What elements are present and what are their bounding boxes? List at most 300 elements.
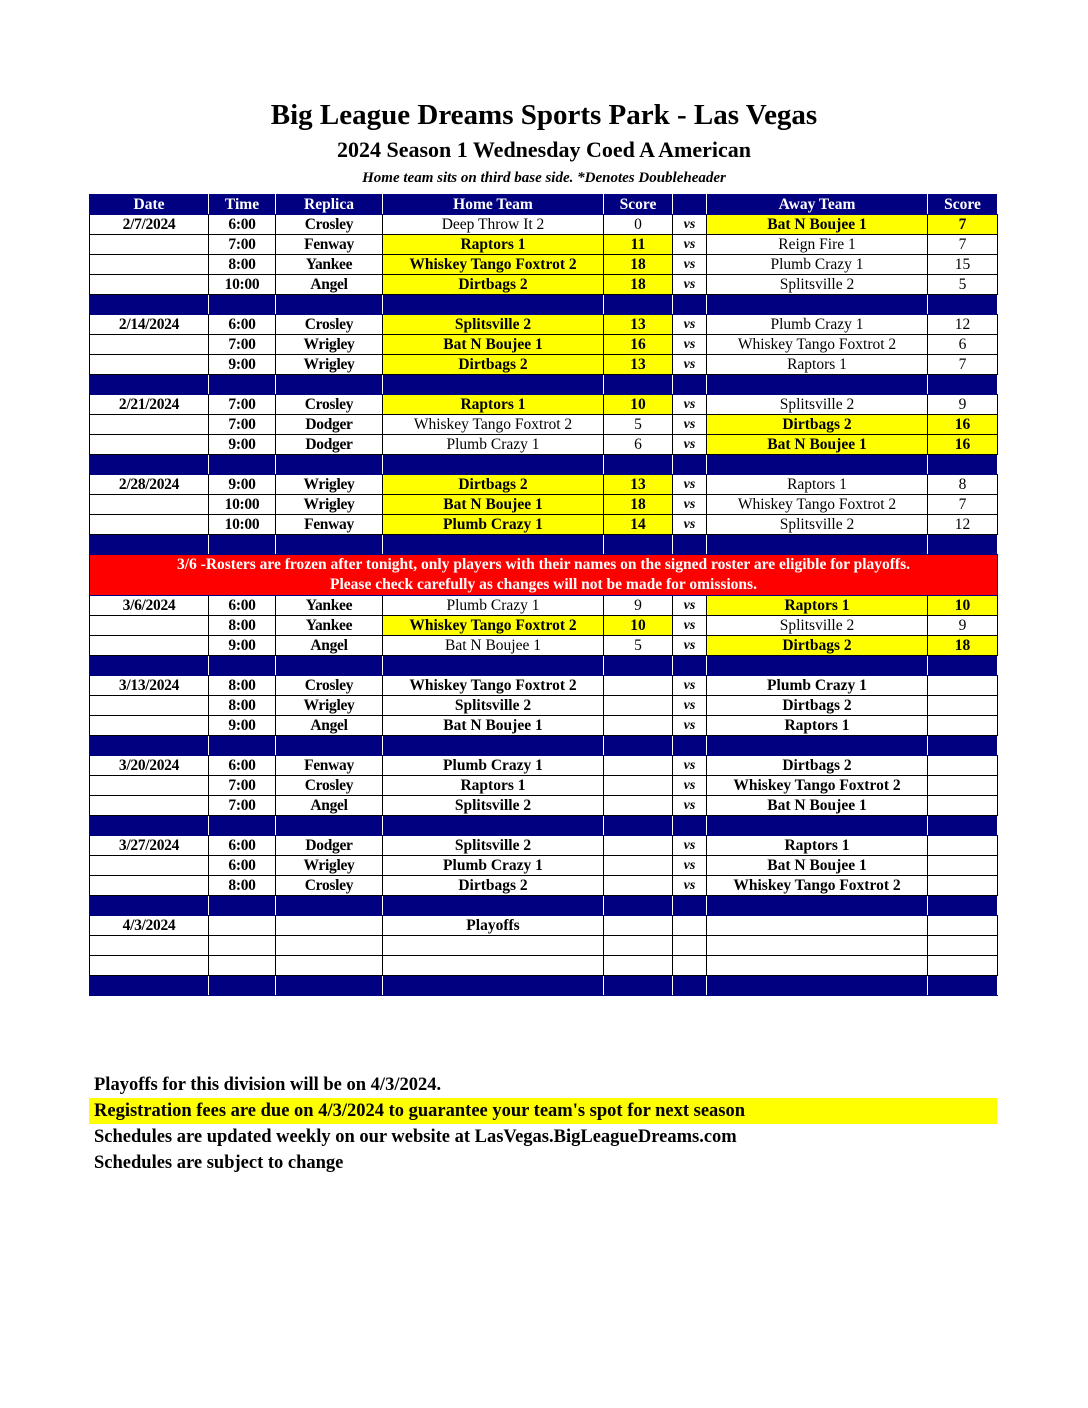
away-team: Bat N Boujee 1 xyxy=(707,856,928,876)
separator-cell xyxy=(276,896,383,916)
col-date: Date xyxy=(90,195,209,215)
home-team: Dirtbags 2 xyxy=(383,275,604,295)
separator-cell xyxy=(383,656,604,676)
game-time xyxy=(209,916,276,936)
separator-cell xyxy=(90,535,209,555)
game-date: 4/3/2024 xyxy=(90,916,209,936)
game-row xyxy=(90,916,998,936)
separator-cell xyxy=(90,976,209,996)
home-score xyxy=(604,916,673,936)
game-time: 8:00 xyxy=(209,696,276,716)
away-score: 12 xyxy=(928,515,998,535)
away-score: 6 xyxy=(928,335,998,355)
separator-row xyxy=(90,535,998,555)
footer-playoffs: Playoffs for this division will be on 4/3/2024. xyxy=(94,1075,442,1095)
home-score xyxy=(604,716,673,736)
game-time: 7:00 xyxy=(209,335,276,355)
vs-label: vs xyxy=(673,776,707,796)
home-team: Splitsville 2 xyxy=(383,836,604,856)
separator-cell xyxy=(209,656,276,676)
separator-cell xyxy=(673,375,707,395)
home-team: Plumb Crazy 1 xyxy=(383,435,604,455)
away-score: 10 xyxy=(928,596,998,616)
away-score xyxy=(928,696,998,716)
separator-cell xyxy=(673,896,707,916)
footer-disclaimer: Schedules are subject to change xyxy=(94,1153,344,1173)
home-team xyxy=(383,936,604,956)
separator-cell xyxy=(90,816,209,836)
game-time: 10:00 xyxy=(209,495,276,515)
game-field: Crosley xyxy=(276,395,383,415)
home-score: 10 xyxy=(604,616,673,636)
separator-cell xyxy=(604,736,673,756)
vs-label: vs xyxy=(673,515,707,535)
game-row xyxy=(90,235,998,255)
game-time xyxy=(209,956,276,976)
separator-cell xyxy=(383,535,604,555)
game-row xyxy=(90,475,998,495)
col-home-team: Home Team xyxy=(383,195,604,215)
banner-text xyxy=(90,555,998,596)
game-field: Wrigley xyxy=(276,696,383,716)
separator-row xyxy=(90,455,998,475)
game-date: 3/20/2024 xyxy=(90,756,209,776)
game-time xyxy=(209,936,276,956)
home-score xyxy=(604,796,673,816)
home-team: Deep Throw It 2 xyxy=(383,215,604,235)
game-date xyxy=(90,796,209,816)
separator-cell xyxy=(604,976,673,996)
separator-cell xyxy=(928,816,998,836)
vs-label: vs xyxy=(673,395,707,415)
away-team: Plumb Crazy 1 xyxy=(707,255,928,275)
vs-label: vs xyxy=(673,616,707,636)
game-time: 10:00 xyxy=(209,275,276,295)
away-team: Dirtbags 2 xyxy=(707,415,928,435)
away-team: Plumb Crazy 1 xyxy=(707,676,928,696)
vs-label: vs xyxy=(673,876,707,896)
home-team: Whiskey Tango Foxtrot 2 xyxy=(383,415,604,435)
game-time: 7:00 xyxy=(209,415,276,435)
game-time: 8:00 xyxy=(209,616,276,636)
game-field: Wrigley xyxy=(276,475,383,495)
game-row xyxy=(90,315,998,335)
game-time: 8:00 xyxy=(209,676,276,696)
home-score: 13 xyxy=(604,475,673,495)
away-score: 5 xyxy=(928,275,998,295)
game-row xyxy=(90,355,998,375)
footer-registration: Registration fees are due on 4/3/2024 to guarantee your team's spot for next season xyxy=(89,1098,997,1124)
away-team: Raptors 1 xyxy=(707,355,928,375)
vs-label: vs xyxy=(673,355,707,375)
home-team: Bat N Boujee 1 xyxy=(383,636,604,656)
vs-label: vs xyxy=(673,255,707,275)
game-field: Dodger xyxy=(276,435,383,455)
separator-cell xyxy=(604,295,673,315)
away-score: 9 xyxy=(928,616,998,636)
separator-row xyxy=(90,896,998,916)
separator-cell xyxy=(383,736,604,756)
separator-cell xyxy=(90,656,209,676)
separator-cell xyxy=(928,736,998,756)
home-team: Bat N Boujee 1 xyxy=(383,495,604,515)
separator-row xyxy=(90,656,998,676)
away-team: Splitsville 2 xyxy=(707,515,928,535)
game-time: 7:00 xyxy=(209,796,276,816)
vs-label: vs xyxy=(673,215,707,235)
separator-cell xyxy=(383,976,604,996)
separator-cell xyxy=(928,896,998,916)
game-row xyxy=(90,836,998,856)
separator-cell xyxy=(383,375,604,395)
game-time: 7:00 xyxy=(209,395,276,415)
away-score xyxy=(928,796,998,816)
away-score: 15 xyxy=(928,255,998,275)
game-time: 10:00 xyxy=(209,515,276,535)
home-team: Plumb Crazy 1 xyxy=(383,756,604,776)
separator-cell xyxy=(707,816,928,836)
col-replica: Replica xyxy=(276,195,383,215)
separator-cell xyxy=(209,375,276,395)
home-team xyxy=(383,956,604,976)
away-score xyxy=(928,776,998,796)
away-score: 12 xyxy=(928,315,998,335)
away-score xyxy=(928,756,998,776)
home-team: Bat N Boujee 1 xyxy=(383,335,604,355)
game-field xyxy=(276,956,383,976)
away-score: 7 xyxy=(928,235,998,255)
vs-label: vs xyxy=(673,475,707,495)
game-row xyxy=(90,756,998,776)
home-score xyxy=(604,776,673,796)
separator-cell xyxy=(209,736,276,756)
home-team: Splitsville 2 xyxy=(383,696,604,716)
game-date xyxy=(90,495,209,515)
game-date xyxy=(90,235,209,255)
separator-cell xyxy=(209,295,276,315)
vs-label: vs xyxy=(673,335,707,355)
home-team: Splitsville 2 xyxy=(383,315,604,335)
separator-cell xyxy=(928,535,998,555)
separator-cell xyxy=(673,535,707,555)
game-field: Crosley xyxy=(276,676,383,696)
away-team: Bat N Boujee 1 xyxy=(707,435,928,455)
home-score: 18 xyxy=(604,495,673,515)
game-row xyxy=(90,636,998,656)
separator-cell xyxy=(604,896,673,916)
game-date xyxy=(90,776,209,796)
home-team: Dirtbags 2 xyxy=(383,355,604,375)
game-row xyxy=(90,616,998,636)
game-field: Angel xyxy=(276,636,383,656)
separator-cell xyxy=(209,455,276,475)
game-field: Dodger xyxy=(276,415,383,435)
home-score xyxy=(604,856,673,876)
home-team: Whiskey Tango Foxtrot 2 xyxy=(383,255,604,275)
away-team xyxy=(707,916,928,936)
vs-label: vs xyxy=(673,315,707,335)
away-team: Reign Fire 1 xyxy=(707,235,928,255)
vs-label: vs xyxy=(673,696,707,716)
game-date xyxy=(90,275,209,295)
home-team: Plumb Crazy 1 xyxy=(383,515,604,535)
separator-cell xyxy=(383,816,604,836)
separator-row xyxy=(90,375,998,395)
home-score xyxy=(604,676,673,696)
away-team: Plumb Crazy 1 xyxy=(707,315,928,335)
home-team: Plumb Crazy 1 xyxy=(383,596,604,616)
separator-cell xyxy=(276,816,383,836)
game-field: Yankee xyxy=(276,596,383,616)
home-score xyxy=(604,756,673,776)
separator-cell xyxy=(928,375,998,395)
home-team: Whiskey Tango Foxtrot 2 xyxy=(383,676,604,696)
home-score xyxy=(604,836,673,856)
game-row xyxy=(90,876,998,896)
home-score: 18 xyxy=(604,275,673,295)
game-field: Dodger xyxy=(276,836,383,856)
away-team: Dirtbags 2 xyxy=(707,696,928,716)
page-subtitle: 2024 Season 1 Wednesday Coed A American xyxy=(337,137,751,162)
home-score: 13 xyxy=(604,315,673,335)
game-date xyxy=(90,435,209,455)
away-team: Dirtbags 2 xyxy=(707,756,928,776)
separator-cell xyxy=(673,455,707,475)
away-team: Raptors 1 xyxy=(707,836,928,856)
game-field: Wrigley xyxy=(276,335,383,355)
away-team: Raptors 1 xyxy=(707,716,928,736)
separator-cell xyxy=(928,455,998,475)
home-score: 6 xyxy=(604,435,673,455)
vs-label: vs xyxy=(673,415,707,435)
col-vs xyxy=(673,195,707,215)
game-time: 6:00 xyxy=(209,836,276,856)
away-score: 7 xyxy=(928,495,998,515)
game-time: 7:00 xyxy=(209,776,276,796)
away-score: 7 xyxy=(928,355,998,375)
game-date xyxy=(90,716,209,736)
game-date xyxy=(90,616,209,636)
home-score: 5 xyxy=(604,415,673,435)
game-field: Yankee xyxy=(276,255,383,275)
game-time: 6:00 xyxy=(209,856,276,876)
roster-freeze-banner xyxy=(90,555,998,596)
vs-label: vs xyxy=(673,856,707,876)
separator-cell xyxy=(90,736,209,756)
away-score: 16 xyxy=(928,415,998,435)
vs-label: vs xyxy=(673,435,707,455)
vs-label: vs xyxy=(673,235,707,255)
home-team: Raptors 1 xyxy=(383,395,604,415)
game-time: 8:00 xyxy=(209,255,276,275)
separator-cell xyxy=(604,535,673,555)
separator-row xyxy=(90,976,998,996)
game-row xyxy=(90,255,998,275)
separator-cell xyxy=(673,816,707,836)
away-team: Splitsville 2 xyxy=(707,616,928,636)
vs-label: vs xyxy=(673,836,707,856)
game-date: 2/7/2024 xyxy=(90,215,209,235)
game-field: Fenway xyxy=(276,756,383,776)
game-row xyxy=(90,596,998,616)
separator-cell xyxy=(707,455,928,475)
game-date xyxy=(90,255,209,275)
vs-label: vs xyxy=(673,596,707,616)
separator-cell xyxy=(383,455,604,475)
separator-row xyxy=(90,816,998,836)
game-time: 9:00 xyxy=(209,636,276,656)
away-score xyxy=(928,916,998,936)
separator-cell xyxy=(673,736,707,756)
separator-cell xyxy=(604,816,673,836)
separator-cell xyxy=(604,656,673,676)
game-field: Crosley xyxy=(276,315,383,335)
game-field: Wrigley xyxy=(276,495,383,515)
game-date xyxy=(90,355,209,375)
separator-cell xyxy=(276,656,383,676)
separator-cell xyxy=(276,976,383,996)
separator-cell xyxy=(209,535,276,555)
game-field: Crosley xyxy=(276,215,383,235)
game-time: 9:00 xyxy=(209,435,276,455)
separator-cell xyxy=(276,535,383,555)
home-score xyxy=(604,696,673,716)
game-row xyxy=(90,275,998,295)
game-date xyxy=(90,515,209,535)
home-score: 9 xyxy=(604,596,673,616)
separator-cell xyxy=(707,976,928,996)
home-score: 10 xyxy=(604,395,673,415)
game-field xyxy=(276,916,383,936)
game-row xyxy=(90,395,998,415)
separator-cell xyxy=(209,976,276,996)
game-field: Wrigley xyxy=(276,856,383,876)
separator-cell xyxy=(276,295,383,315)
game-field: Angel xyxy=(276,796,383,816)
game-row xyxy=(90,515,998,535)
away-team: Splitsville 2 xyxy=(707,395,928,415)
game-row xyxy=(90,856,998,876)
away-score: 16 xyxy=(928,435,998,455)
home-team: Raptors 1 xyxy=(383,776,604,796)
game-time: 9:00 xyxy=(209,716,276,736)
vs-label: vs xyxy=(673,275,707,295)
separator-cell xyxy=(707,656,928,676)
game-time: 6:00 xyxy=(209,596,276,616)
separator-cell xyxy=(673,656,707,676)
col-away-score: Score xyxy=(928,195,998,215)
home-team: Dirtbags 2 xyxy=(383,876,604,896)
away-score xyxy=(928,836,998,856)
separator-cell xyxy=(276,736,383,756)
game-date: 2/21/2024 xyxy=(90,395,209,415)
separator-cell xyxy=(383,295,604,315)
vs-label xyxy=(673,916,707,936)
game-date xyxy=(90,956,209,976)
game-field: Crosley xyxy=(276,876,383,896)
game-row xyxy=(90,796,998,816)
home-team: Bat N Boujee 1 xyxy=(383,716,604,736)
separator-cell xyxy=(209,896,276,916)
game-row xyxy=(90,435,998,455)
away-score xyxy=(928,856,998,876)
home-team: Whiskey Tango Foxtrot 2 xyxy=(383,616,604,636)
home-score: 18 xyxy=(604,255,673,275)
separator-cell xyxy=(604,455,673,475)
game-row xyxy=(90,776,998,796)
away-team xyxy=(707,956,928,976)
separator-cell xyxy=(707,375,928,395)
vs-label: vs xyxy=(673,636,707,656)
home-team: Dirtbags 2 xyxy=(383,475,604,495)
game-date: 3/6/2024 xyxy=(90,596,209,616)
game-date: 2/28/2024 xyxy=(90,475,209,495)
game-time: 6:00 xyxy=(209,215,276,235)
game-time: 6:00 xyxy=(209,315,276,335)
game-field: Yankee xyxy=(276,616,383,636)
game-row xyxy=(90,415,998,435)
separator-cell xyxy=(707,736,928,756)
away-score: 8 xyxy=(928,475,998,495)
game-row xyxy=(90,335,998,355)
away-score xyxy=(928,676,998,696)
away-team: Whiskey Tango Foxtrot 2 xyxy=(707,335,928,355)
away-team: Bat N Boujee 1 xyxy=(707,796,928,816)
game-time: 6:00 xyxy=(209,756,276,776)
game-row xyxy=(90,716,998,736)
separator-cell xyxy=(209,816,276,836)
away-team: Whiskey Tango Foxtrot 2 xyxy=(707,876,928,896)
away-team: Splitsville 2 xyxy=(707,275,928,295)
separator-cell xyxy=(673,976,707,996)
separator-cell xyxy=(90,455,209,475)
separator-cell xyxy=(276,375,383,395)
away-score xyxy=(928,716,998,736)
vs-label: vs xyxy=(673,796,707,816)
game-date xyxy=(90,876,209,896)
separator-cell xyxy=(276,455,383,475)
home-score: 13 xyxy=(604,355,673,375)
away-score: 7 xyxy=(928,215,998,235)
game-date: 3/13/2024 xyxy=(90,676,209,696)
separator-cell xyxy=(673,295,707,315)
game-date xyxy=(90,415,209,435)
home-score xyxy=(604,876,673,896)
home-team: Playoffs xyxy=(383,916,604,936)
game-field: Angel xyxy=(276,716,383,736)
schedule-note: Home team sits on third base side. *Denotes Doubleheader xyxy=(362,170,726,186)
footer-website: Schedules are updated weekly on our website at LasVegas.BigLeagueDreams.com xyxy=(94,1127,737,1147)
vs-label xyxy=(673,956,707,976)
game-row xyxy=(90,696,998,716)
separator-cell xyxy=(707,896,928,916)
away-team: Whiskey Tango Foxtrot 2 xyxy=(707,495,928,515)
separator-cell xyxy=(928,976,998,996)
game-row xyxy=(90,956,998,976)
game-date xyxy=(90,856,209,876)
home-team: Plumb Crazy 1 xyxy=(383,856,604,876)
vs-label: vs xyxy=(673,676,707,696)
game-field: Angel xyxy=(276,275,383,295)
away-score xyxy=(928,936,998,956)
separator-cell xyxy=(90,896,209,916)
header-row xyxy=(90,195,998,215)
game-date xyxy=(90,636,209,656)
vs-label xyxy=(673,936,707,956)
game-date xyxy=(90,696,209,716)
away-score: 9 xyxy=(928,395,998,415)
game-date xyxy=(90,335,209,355)
